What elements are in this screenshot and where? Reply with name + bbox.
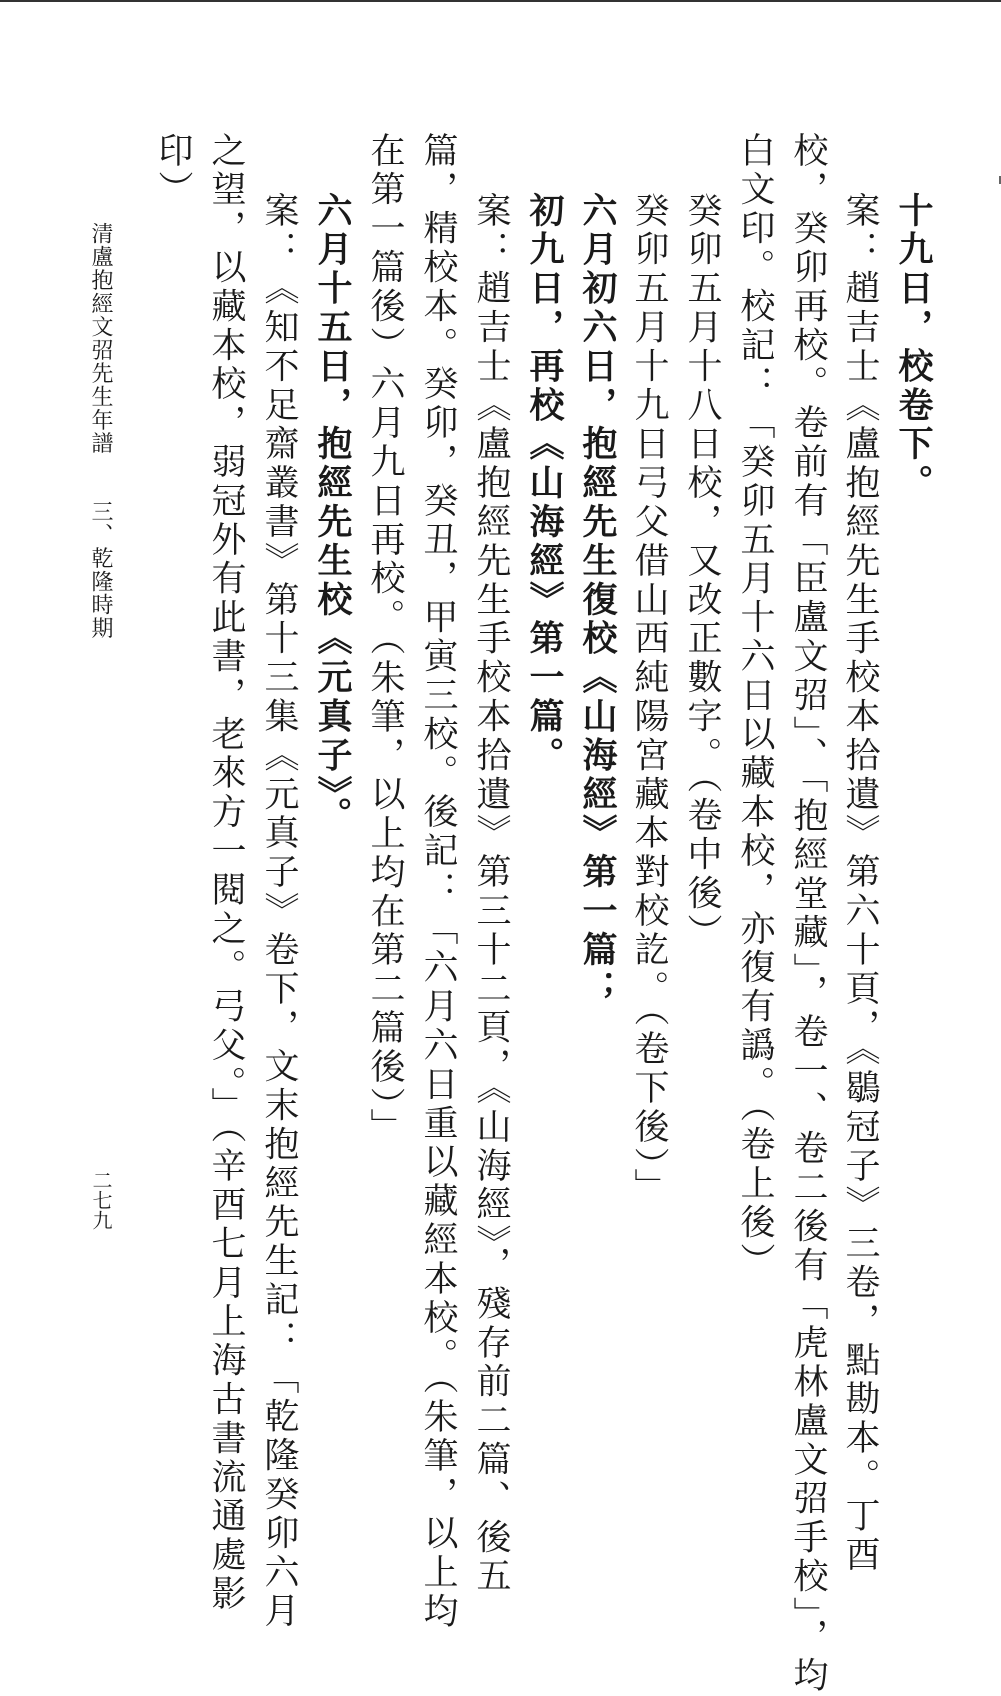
entry-heading-june-6: 六月初六日，抱經先生復校《山海經》第一篇； (577, 192, 618, 1009)
note-line-10: 之望，以藏本校，弱冠外有此書，老來方一閱之。弓父。」（辛酉七月上海古書流通處影 (206, 132, 246, 1615)
note-line-2: 校，癸卯再校。卷前有「臣盧文弨」、「抱經堂藏」，卷一、卷二後有「虎林盧文弨手校」，均 (788, 132, 828, 1696)
note-line-3: 白文印。校記：「癸卯五月十六日以藏本校，亦復有譌。（卷上後） (735, 132, 775, 1282)
note-line-5: 癸卯五月十九日弓父借山西純陽宮藏本對校訖。（卷下後）」 (629, 192, 669, 1208)
note-line-9: 案：《知不足齋叢書》第十三集《元真子》卷下，文末抱經先生記：「乾隆癸卯六月 (259, 192, 299, 1632)
running-head-title: 清盧抱經文弨先生年譜 (88, 222, 113, 455)
entry-heading-19th: 十九日，校卷下。 (893, 192, 934, 504)
entry-heading-june-15: 六月十五日，抱經先生校《元真子》。 (312, 192, 353, 836)
note-line-7: 篇，精校本。癸卯，癸丑，甲寅三校。後記：「六月六日重以藏經本校。（朱筆，以上均 (418, 132, 458, 1632)
note-line-11: 印） (153, 132, 193, 210)
entry-heading-june-9: 初九日，再校《山海經》第一篇。 (524, 192, 565, 776)
note-line-6: 案：趙吉士《盧抱經先生手校本拾遺》第三十二頁，《山海經》，殘存前二篇、後五 (471, 192, 511, 1597)
running-head-section: 三、乾隆時期 (88, 500, 113, 640)
page-number: 二七九 (89, 1170, 113, 1230)
note-line-4: 癸卯五月十八日校，又改正數字。（卷中後） (682, 192, 722, 953)
note-line-1: 案：趙吉士《盧抱經先生手校本拾遺》第六十頁，《鶡冠子》三卷，點勘本。丁酉 (840, 192, 880, 1575)
note-line-8: 在第一篇後）六月九日再校。（朱筆，以上均在第二篇後）」 (365, 132, 405, 1148)
